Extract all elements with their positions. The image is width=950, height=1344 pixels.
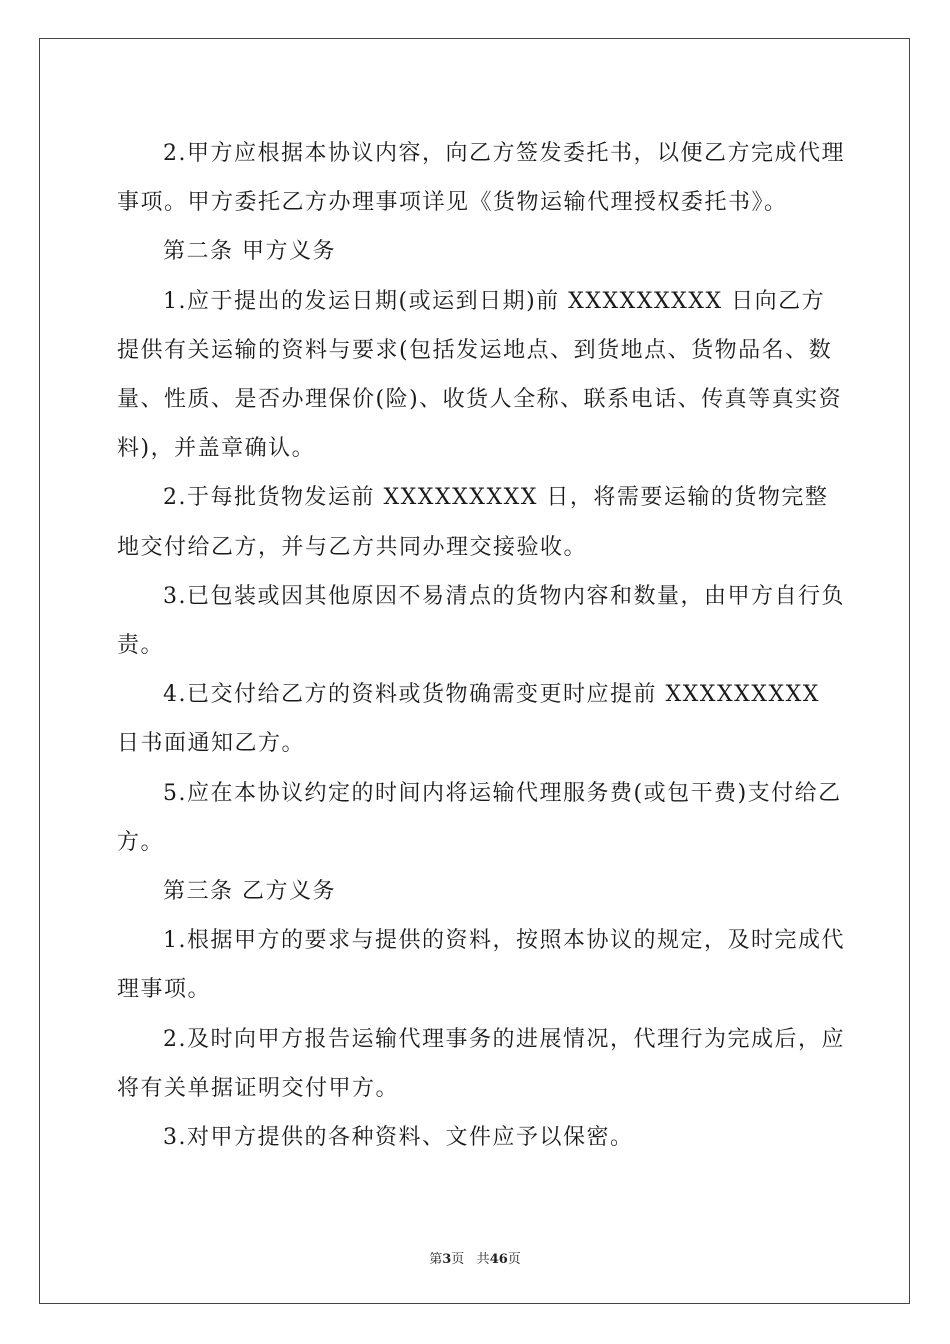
- page-total: 46: [489, 1252, 508, 1267]
- paragraph-a-obligation-1: 1.应于提出的发运日期(或运到日期)前 XXXXXXXXX 日向乙方提供有关运输的资料与要求(包括发运地点、到货地点、货物品名、数量、性质、是否办理保价(险)、收货人全称、联系电话、传真等真实资料)，并盖章确认。: [117, 288, 843, 462]
- paragraph-b-obligation-1: 1.根据甲方的要求与提供的资料，按照本协议的规定，及时完成代理事项。: [117, 928, 845, 1003]
- paragraph-a-obligation-4: 4.已交付给乙方的资料或货物确需变更时应提前 XXXXXXXXX 日书面通知乙方。: [117, 682, 820, 757]
- paragraph-clause-2: 2.甲方应根据本协议内容，向乙方签发委托书，以便乙方完成代理事项。甲方委托乙方办理事项详见《货物运输代理授权委托书》。: [117, 141, 845, 216]
- page-suffix: 页: [451, 1252, 465, 1267]
- paragraph-a-obligation-3: 3.已包装或因其他原因不易清点的货物内容和数量，由甲方自行负责。: [117, 583, 845, 659]
- page-prefix: 第: [429, 1252, 443, 1267]
- page-number: 3: [442, 1252, 452, 1267]
- paragraph-a-obligation-2: 2.于每批货物发运前 XXXXXXXXX 日，将需要运输的货物完整地交付给乙方，并与乙方共同办理交接验收。: [117, 485, 829, 560]
- total-prefix: 共: [476, 1252, 490, 1267]
- document-body: [117, 129, 847, 1162]
- paragraph-b-obligation-2: 2.及时向甲方报告运输代理事务的进展情况，代理行为完成后，应将有关单据证明交付甲方。: [117, 1026, 845, 1101]
- paragraph-b-obligation-3: 3.对甲方提供的各种资料、文件应予以保密。: [163, 1125, 634, 1151]
- total-suffix: 页: [507, 1252, 521, 1267]
- section-heading-party-a-obligations: 第二条 甲方义务: [163, 239, 336, 265]
- page-footer: [0, 1248, 950, 1267]
- paragraph-a-obligation-5: 5.应在本协议约定的时间内将运输代理服务费(或包干费)支付给乙方。: [117, 780, 842, 855]
- section-heading-party-b-obligations: 第三条 乙方义务: [163, 879, 336, 905]
